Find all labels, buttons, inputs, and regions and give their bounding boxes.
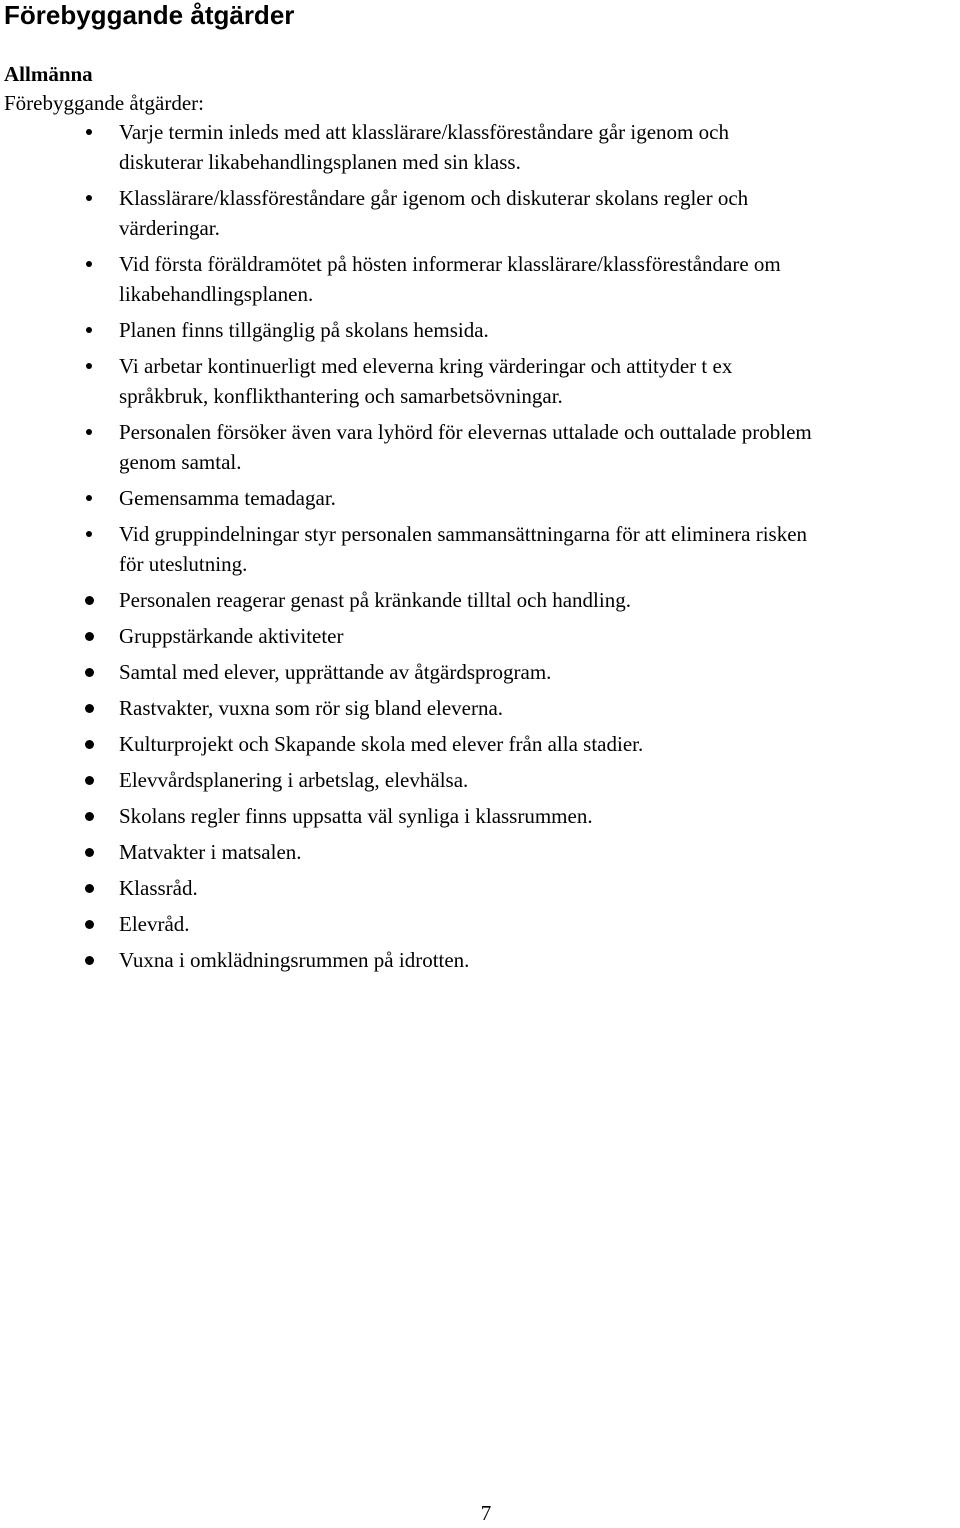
list-item-text: Rastvakter, vuxna som rör sig bland eleverna. [119,696,504,720]
list-item [0,351,960,411]
list-item [0,729,960,759]
document-title: Förebyggande åtgärder [4,0,295,30]
list-item [0,483,960,513]
bullet-icon [85,920,94,929]
list-item-text: Matvakter i matsalen. [119,840,302,864]
list-item [0,657,960,687]
bullet-icon [85,848,94,857]
list-item-text: Klasslärare/klassföreståndare går igenom och diskuterar skolans regler och värderingar. [119,186,749,240]
bullet-list [0,117,960,981]
list-item [0,837,960,867]
intro-text: Förebyggande åtgärder: [4,91,205,115]
bullet-icon [85,740,94,749]
list-item-text: Gemensamma temadagar. [119,486,336,510]
list-item-text: Planen finns tillgänglig på skolans hemsida. [119,318,489,342]
bullet-icon [86,261,92,267]
bullet-icon [85,632,94,641]
bullet-icon [86,327,92,333]
bullet-icon [85,596,94,605]
list-item [0,873,960,903]
list-item-text: Samtal med elever, upprättande av åtgärdsprogram. [119,660,552,684]
bullet-icon [86,495,92,501]
list-item [0,765,960,795]
list-item-text: Varje termin inleds med att klasslärare/klassföreståndare går igenom och diskuterar likabehandlingsplanen med sin klass. [119,120,729,174]
list-item-text: Kulturprojekt och Skapande skola med elever från alla stadier. [119,732,644,756]
list-item-text: Vuxna i omklädningsrummen på idrotten. [119,948,470,972]
list-item [0,249,960,309]
list-item-text: Elevråd. [119,912,190,936]
list-item-text: Vid gruppindelningar styr personalen sammansättningarna för att eliminera risken för uteslutning. [119,522,808,576]
bullet-icon [85,668,94,677]
list-item [0,183,960,243]
page-number: 7 [480,1501,492,1525]
bullet-icon [86,363,92,369]
list-item-text: Personalen reagerar genast på kränkande tilltal och handling. [119,588,631,612]
list-item [0,417,960,477]
list-item [0,519,960,579]
list-item [0,693,960,723]
bullet-icon [85,776,94,785]
list-item [0,801,960,831]
bullet-icon [86,195,92,201]
list-item-text: Klassråd. [119,876,198,900]
list-item [0,945,960,975]
list-item-text: Personalen försöker även vara lyhörd för elevernas uttalade och outtalade problem genom samtal. [119,420,812,474]
bullet-icon [86,129,92,135]
list-item-text: Skolans regler finns uppsatta väl synliga i klassrummen. [119,804,593,828]
bullet-icon [85,956,94,965]
list-item [0,909,960,939]
list-item [0,117,960,177]
list-item-text: Elevvårdsplanering i arbetslag, elevhälsa. [119,768,469,792]
bullet-icon [86,429,92,435]
list-item [0,585,960,615]
bullet-icon [85,812,94,821]
bullet-icon [85,704,94,713]
list-item [0,315,960,345]
bullet-icon [85,884,94,893]
bullet-icon [86,531,92,537]
section-heading: Allmänna [4,62,93,86]
list-item-text: Gruppstärkande aktiviteter [119,624,344,648]
list-item-text: Vid första föräldramötet på hösten informerar klasslärare/klassföreståndare om likabehandlingsplanen. [119,252,781,306]
list-item-text: Vi arbetar kontinuerligt med eleverna kring värderingar och attityder t ex språkbruk, konflikthantering och samarbetsövningar. [119,354,733,408]
list-item [0,621,960,651]
